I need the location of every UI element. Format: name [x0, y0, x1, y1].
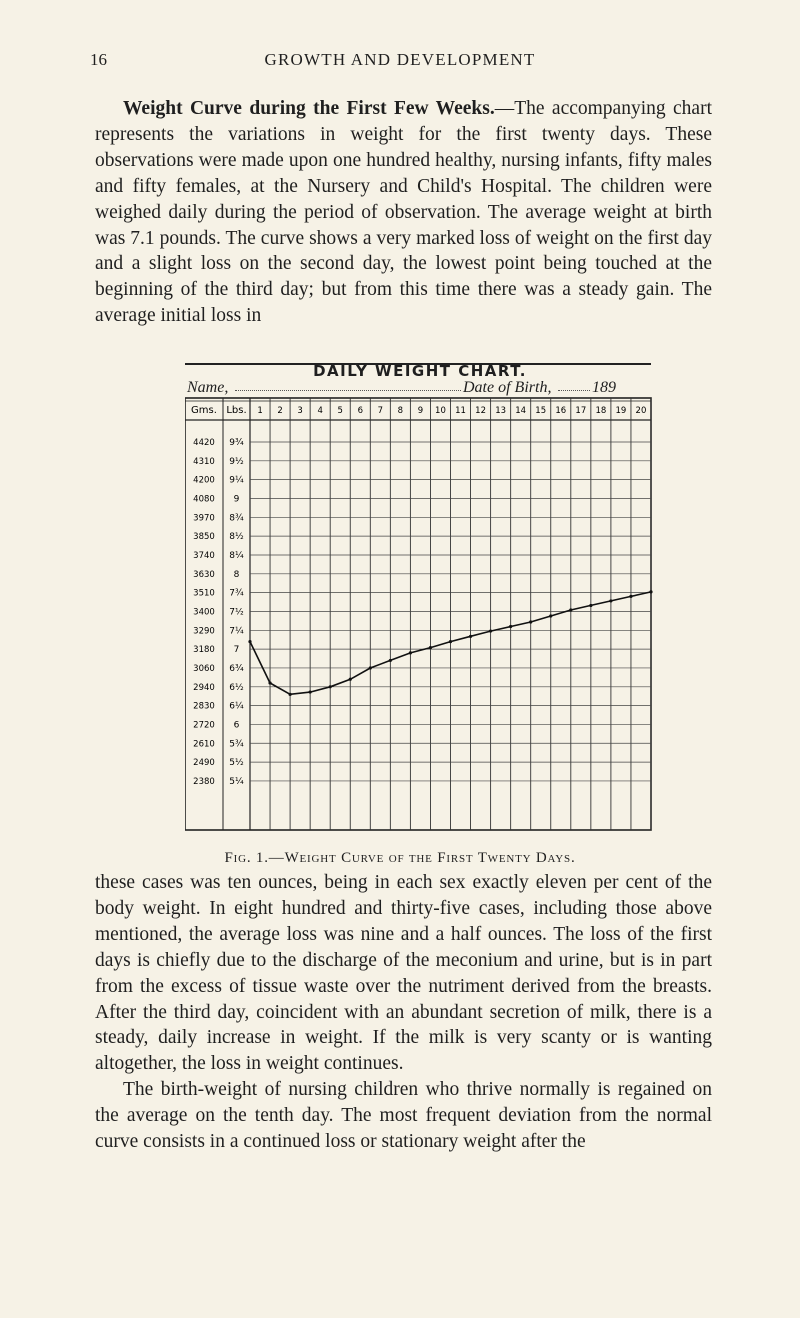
weight-curve-point: [409, 651, 412, 654]
gms-tick-label: 3290: [193, 626, 215, 637]
weight-curve-point: [268, 681, 271, 684]
paragraph-continued-text: these cases was ten ounces, being in each sex exactly eleven per cent of the body weight. In eight hundred and thirty-five cases, including those above mentioned, the average loss was nine and a half ounces. The loss of the first days is chiefly due to the discharge of the meconium and urine, but is in part from the excess of tissue waste over the nutriment derived from the breasts. After the third day, coincident with an abundant secretion of milk, there is a steady, daily increase in weight. If the milk is very scanty or is wanting altogether, the loss in weight continues.: [95, 872, 712, 1075]
gms-tick-label: 2380: [193, 776, 215, 787]
lbs-tick-label: 7¾: [229, 588, 244, 599]
gms-tick-label: 4080: [193, 494, 215, 505]
paragraph-next-text: The birth-weight of nursing children who thrive normally is regained on the average on the tenth day. The most frequent deviation from the normal curve consists in a continued loss or stationary weight after the: [95, 1079, 712, 1153]
gms-tick-label: 4200: [193, 475, 215, 486]
weight-chart: [185, 362, 655, 834]
weight-curve-point: [509, 625, 512, 628]
lbs-tick-label: 7½: [229, 607, 244, 618]
lbs-tick-label: 6½: [229, 682, 244, 693]
day-tick-label: 14: [515, 406, 527, 416]
lbs-tick-label: 9¼: [229, 475, 244, 486]
chart-name-label: Name,: [187, 379, 229, 396]
weight-curve-point: [389, 659, 392, 662]
day-tick-label: 8: [397, 406, 404, 416]
day-tick-label: 1: [257, 406, 263, 416]
day-tick-label: 17: [575, 406, 587, 416]
weight-curve-point: [429, 646, 432, 649]
day-tick-label: 7: [377, 406, 384, 416]
gms-tick-label: 2940: [193, 682, 215, 693]
paragraph-intro-text: —The accompanying chart represents the variations in weight for the first twenty days. These observations were made upon one hundred healthy, nursing infants, fifty males and fifty females, at the Nursery and Child's Hospital. The children were weighed daily during the period of observation. The average weight at birth was 7.1 pounds. The curve shows a very marked loss of weight on the first day and a slight loss on the second day, the lowest point being touched at the beginning of the third day; but from this time there was a steady gain. The average initial loss in: [95, 98, 712, 327]
chart-year-label: 189: [592, 379, 616, 396]
lbs-tick-label: 5½: [229, 758, 244, 769]
gms-tick-label: 3510: [193, 588, 215, 599]
weight-curve-point: [349, 678, 352, 681]
gms-tick-label: 2720: [193, 720, 215, 731]
weight-curve-point: [529, 620, 532, 623]
day-tick-label: 4: [317, 406, 323, 416]
weight-curve-point: [569, 608, 572, 611]
lbs-tick-label: 8: [233, 569, 240, 580]
page-number: 16: [90, 50, 107, 69]
day-tick-label: 12: [475, 406, 486, 416]
lbs-tick-label: 5¼: [229, 776, 244, 787]
gms-header: Gms.: [191, 405, 217, 416]
day-tick-label: 13: [495, 406, 507, 416]
gms-tick-label: 3060: [193, 663, 215, 674]
weight-curve-point: [469, 635, 472, 638]
chart-title: DAILY WEIGHT CHART.: [313, 362, 527, 380]
gms-tick-label: 2610: [193, 739, 215, 750]
weight-curve-point: [549, 614, 552, 617]
lbs-tick-label: 9¾: [229, 438, 244, 448]
lbs-tick-label: 7: [233, 645, 240, 656]
weight-curve-point: [248, 640, 251, 643]
weight-curve-point: [369, 666, 372, 669]
chart-frame: [185, 398, 651, 830]
gms-tick-label: 3630: [193, 569, 215, 580]
lbs-tick-label: 8½: [229, 532, 244, 543]
day-tick-label: 2: [277, 406, 283, 416]
weight-curve-point: [649, 590, 652, 593]
lbs-header: Lbs.: [226, 405, 247, 416]
gms-tick-label: 4420: [193, 438, 215, 448]
weight-curve-point: [329, 685, 332, 688]
chart-grid: [185, 362, 655, 834]
lbs-tick-label: 7¼: [229, 626, 244, 637]
paragraph-intro: [95, 96, 712, 329]
weight-curve-point: [629, 595, 632, 598]
day-tick-label: 20: [635, 406, 647, 416]
lbs-tick-label: 6: [233, 720, 240, 731]
gms-tick-label: 3400: [193, 607, 215, 618]
chart-dob-label: Date of Birth,: [463, 379, 552, 396]
day-tick-label: 6: [357, 406, 363, 416]
weight-curve-point: [449, 640, 452, 643]
day-tick-label: 15: [535, 406, 547, 416]
figure-caption: Fig. 1.—Weight Curve of the First Twenty Days.: [224, 850, 576, 866]
gms-tick-label: 3740: [193, 550, 215, 561]
day-tick-label: 10: [435, 406, 446, 416]
day-tick-label: 16: [555, 406, 567, 416]
day-tick-label: 3: [297, 406, 303, 416]
day-tick-label: 18: [595, 406, 607, 416]
lbs-tick-label: 6¼: [229, 701, 244, 712]
weight-curve-point: [289, 693, 292, 696]
lbs-tick-label: 9½: [229, 456, 244, 467]
day-tick-label: 11: [455, 406, 466, 416]
lbs-tick-label: 6¾: [229, 663, 244, 674]
gms-tick-label: 3970: [193, 513, 215, 524]
weight-curve-point: [309, 690, 312, 693]
paragraph-lead: Weight Curve during the First Few Weeks.: [123, 98, 495, 119]
gms-tick-label: 3850: [193, 532, 215, 543]
weight-curve-point: [589, 604, 592, 607]
gms-tick-label: 3180: [193, 645, 215, 656]
lbs-tick-label: 8¼: [229, 550, 244, 561]
lbs-tick-label: 5¾: [229, 739, 244, 750]
weight-curve-point: [609, 599, 612, 602]
weight-curve-point: [489, 629, 492, 632]
gms-tick-label: 4310: [193, 456, 215, 467]
day-tick-label: 19: [615, 406, 627, 416]
day-tick-label: 5: [337, 406, 343, 416]
running-title: GROWTH AND DEVELOPMENT: [264, 50, 536, 69]
gms-tick-label: 2490: [193, 758, 215, 769]
paragraph-continued: [95, 870, 712, 1155]
lbs-tick-label: 8¾: [229, 513, 244, 524]
lbs-tick-label: 9: [233, 494, 240, 505]
day-tick-label: 9: [417, 406, 424, 416]
gms-tick-label: 2830: [193, 701, 215, 712]
